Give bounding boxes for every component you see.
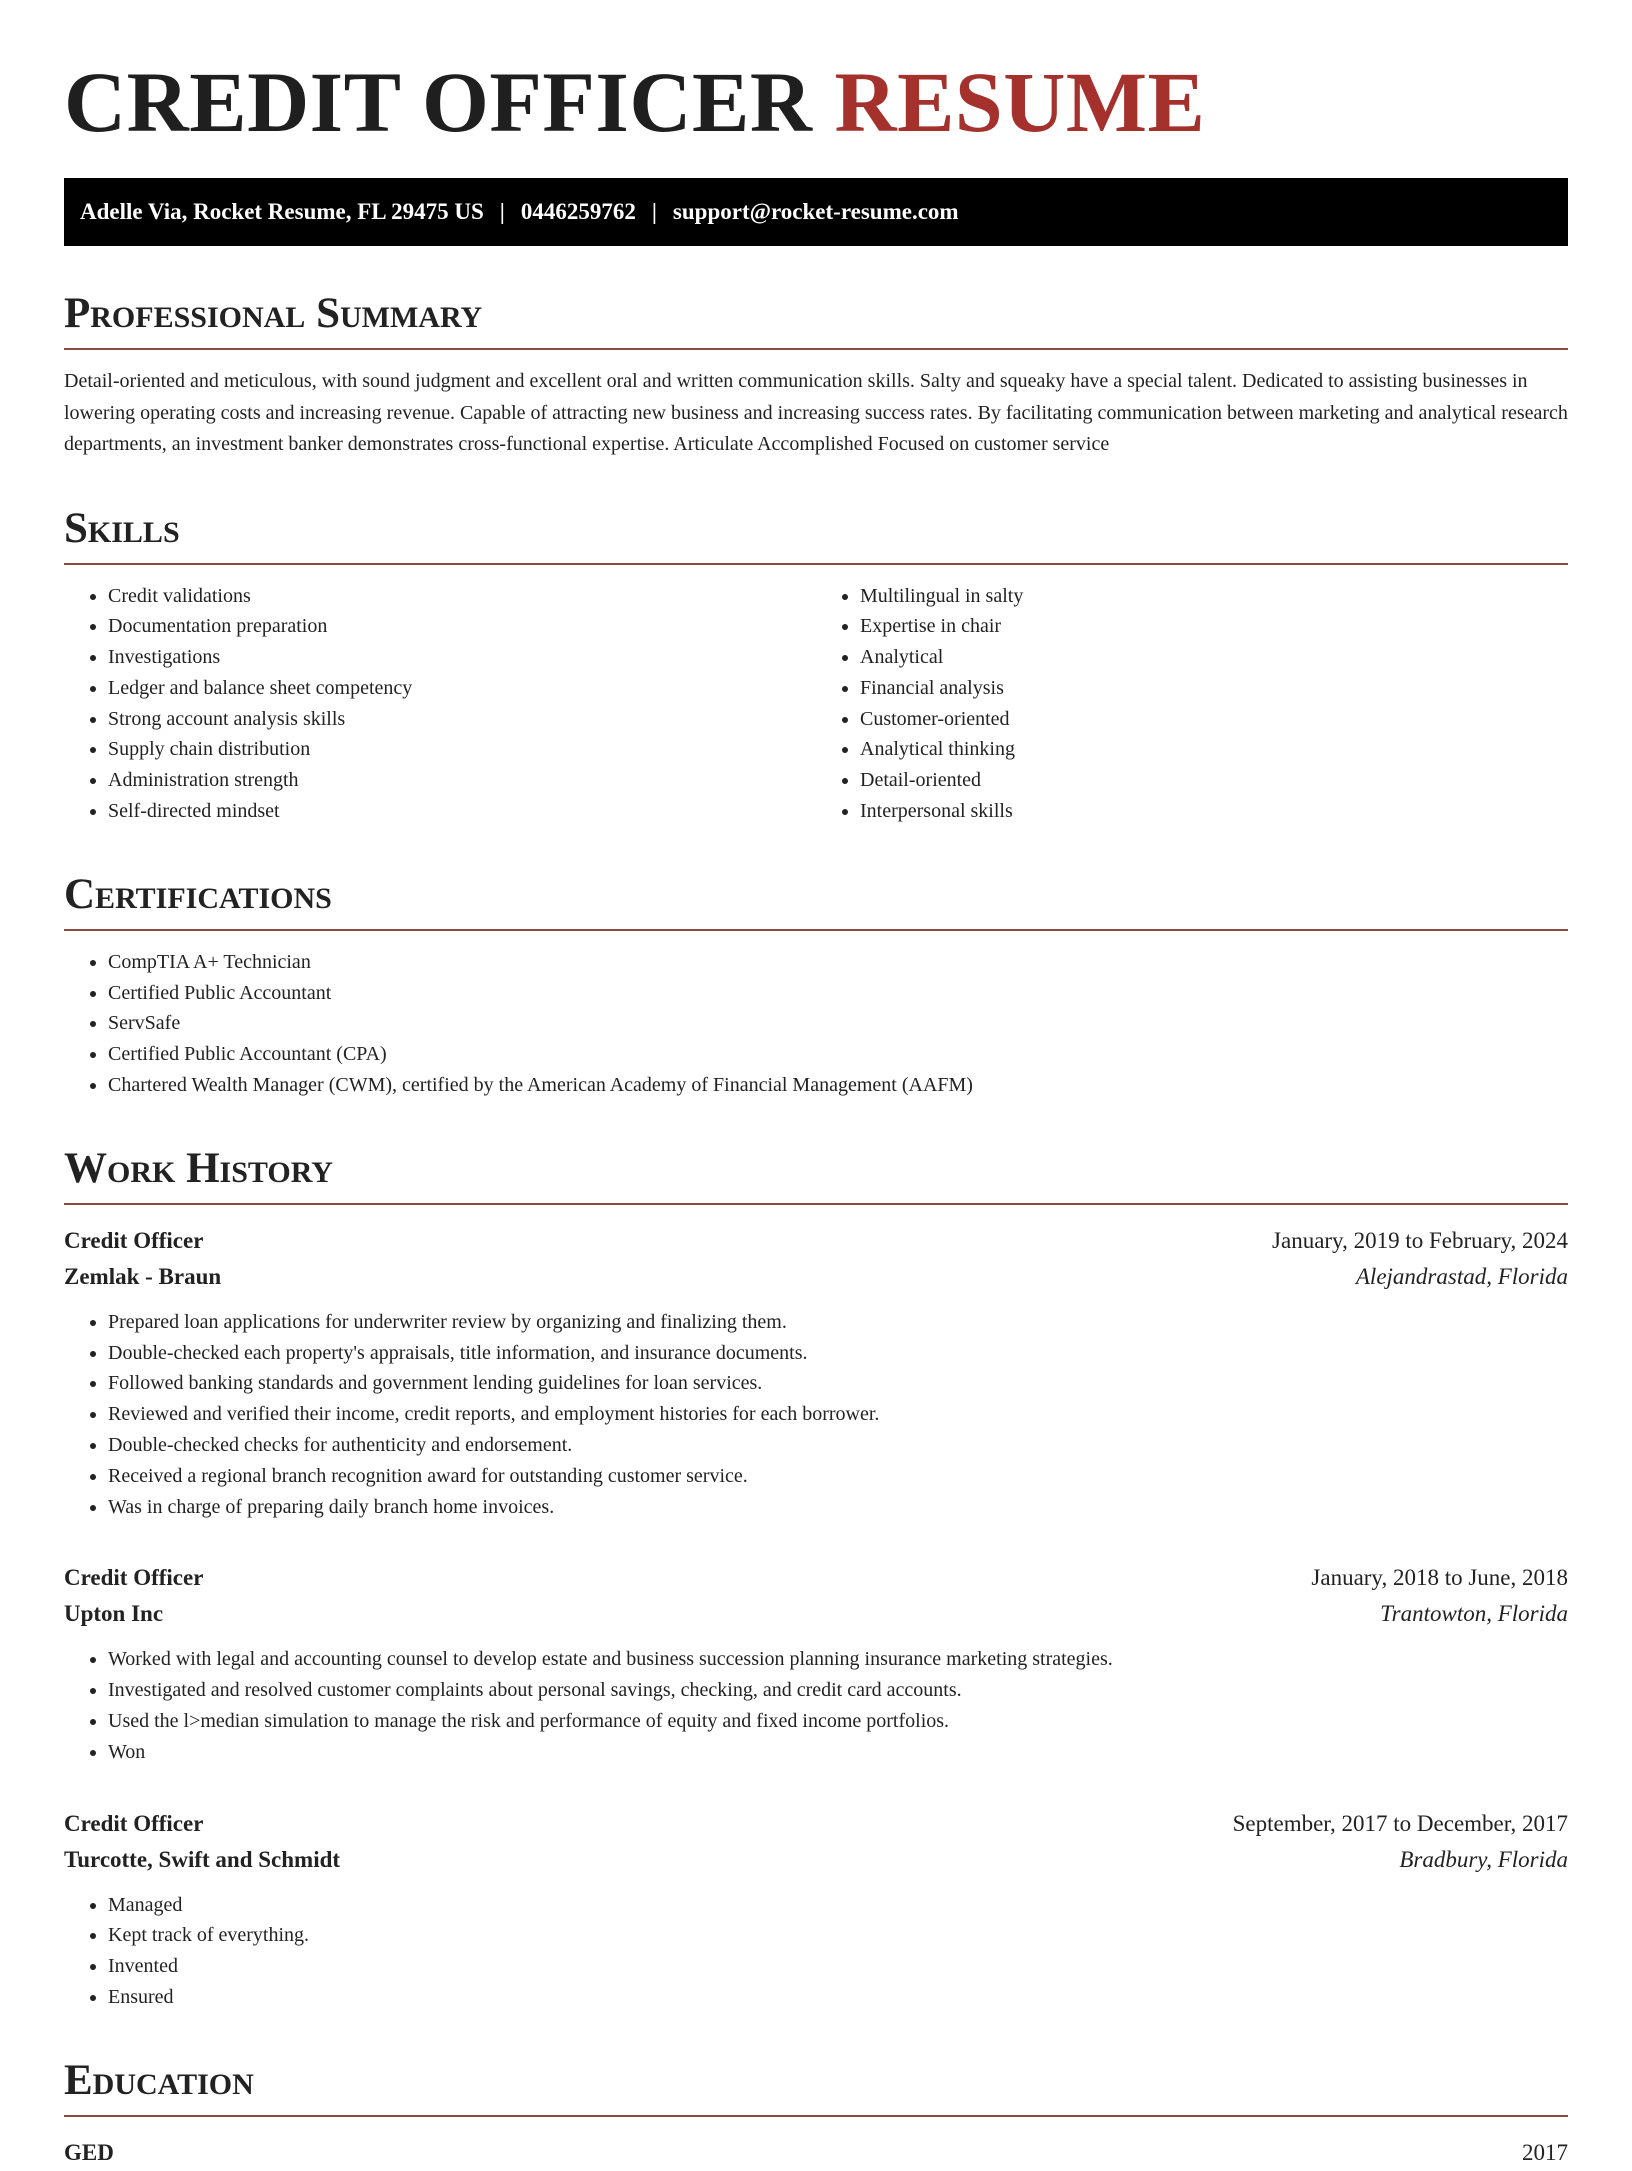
job-location: Alejandrastad, Florida [1355, 1263, 1568, 1289]
summary-text: Detail-oriented and meticulous, with sound judgment and excellent oral and written communication skills. Salty and squeaky have a special talent. Dedicated to assisting businesses in lowering operating costs and increasing revenue. Capable of attracting new business and increasing success rates. By facilitating communication between marketing and analytical research departments, an investment banker demonstrates cross-functional expertise. Articulate Accomplished Focused on customer service [64, 370, 1568, 455]
resume-title [64, 52, 1568, 152]
job-role: Credit Officer [64, 1565, 204, 1591]
contact-email: support@rocket-resume.com [672, 199, 959, 224]
job-bullet: • Followed banking standards and government lending guidelines for loan services. [108, 1368, 1568, 1399]
job-company-row [64, 1596, 1568, 1632]
skills-heading: Skills [64, 503, 1568, 565]
skill-item: • Financial analysis [860, 673, 1568, 704]
job-header-row [64, 1560, 1568, 1596]
education-heading: Education [64, 2055, 1568, 2117]
skills-list-right [816, 581, 1568, 827]
skill-item: • Multilingual in salty [860, 581, 1568, 612]
education-year: 2017 [1522, 2139, 1568, 2165]
job-dates: January, 2018 to June, 2018 [1311, 1565, 1568, 1591]
title-accent: RESUME [834, 54, 1206, 150]
job-header-row [64, 1223, 1568, 1259]
contact-bar [64, 178, 1568, 246]
skills-grid [64, 565, 1568, 827]
title-main: CREDIT OFFICER [64, 54, 813, 150]
job-bullets [64, 1890, 1568, 2013]
skill-item: • Credit validations [108, 581, 816, 612]
job-role: Credit Officer [64, 1227, 204, 1253]
skill-item: • Analytical [860, 642, 1568, 673]
job-bullet: • Ensured [108, 1982, 1568, 2013]
certifications-section [64, 869, 1568, 1101]
summary-section [64, 288, 1568, 461]
skill-item: • Analytical thinking [860, 734, 1568, 765]
job-bullet: • Was in charge of preparing daily branch home invoices. [108, 1492, 1568, 1523]
skills-section [64, 503, 1568, 827]
job-bullet: • Invented [108, 1951, 1568, 1982]
skill-item: • Ledger and balance sheet competency [108, 673, 816, 704]
skills-list-left [64, 581, 816, 827]
skill-item: • Administration strength [108, 765, 816, 796]
job-entry [64, 1806, 1568, 2013]
certification-item: • Certified Public Accountant [108, 978, 1568, 1009]
contact-separator: | [651, 199, 657, 224]
skill-item: • Detail-oriented [860, 765, 1568, 796]
skill-item: • Strong account analysis skills [108, 704, 816, 735]
contact-phone: 0446259762 [520, 199, 636, 224]
education-section [64, 2055, 1568, 2171]
job-bullet: • Used the l>median simulation to manage the risk and performance of equity and fixed income portfolios. [108, 1706, 1568, 1737]
summary-heading: Professional Summary [64, 288, 1568, 350]
job-bullet: • Reviewed and verified their income, credit reports, and employment histories for each borrower. [108, 1399, 1568, 1430]
job-bullet: • Kept track of everything. [108, 1920, 1568, 1951]
job-bullet: • Won [108, 1737, 1568, 1768]
skill-item: • Interpersonal skills [860, 796, 1568, 827]
job-entry [64, 1223, 1568, 1523]
skill-item: • Expertise in chair [860, 611, 1568, 642]
skill-item: • Customer-oriented [860, 704, 1568, 735]
job-company-row [64, 1842, 1568, 1878]
job-bullet: • Double-checked each property's appraisals, title information, and insurance documents. [108, 1338, 1568, 1369]
certifications-list [64, 947, 1568, 1101]
skill-item: • Supply chain distribution [108, 734, 816, 765]
education-entry [64, 2135, 1568, 2171]
job-company: Zemlak - Braun [64, 1263, 222, 1289]
job-bullet: • Managed [108, 1890, 1568, 1921]
certification-item: • ServSafe [108, 1008, 1568, 1039]
education-row [64, 2135, 1568, 2171]
job-bullet: • Prepared loan applications for underwriter review by organizing and finalizing them. [108, 1307, 1568, 1338]
job-bullets [64, 1644, 1568, 1767]
skill-item: • Investigations [108, 642, 816, 673]
job-bullet: • Investigated and resolved customer complaints about personal savings, checking, and credit card accounts. [108, 1675, 1568, 1706]
job-company: Turcotte, Swift and Schmidt [64, 1846, 341, 1872]
skill-item: • Documentation preparation [108, 611, 816, 642]
contact-separator: | [499, 199, 505, 224]
job-dates: September, 2017 to December, 2017 [1232, 1810, 1568, 1836]
contact-address: Adelle Via, Rocket Resume, FL 29475 US [80, 199, 484, 224]
job-header-row [64, 1806, 1568, 1842]
work-history-heading: Work History [64, 1143, 1568, 1205]
job-bullets [64, 1307, 1568, 1523]
job-location: Bradbury, Florida [1399, 1846, 1568, 1872]
work-history-section [64, 1143, 1568, 2013]
certifications-heading: Certifications [64, 869, 1568, 931]
job-bullet: • Double-checked checks for authenticity and endorsement. [108, 1430, 1568, 1461]
certification-item: • Certified Public Accountant (CPA) [108, 1039, 1568, 1070]
job-location: Trantowton, Florida [1380, 1601, 1568, 1627]
job-bullet: • Received a regional branch recognition award for outstanding customer service. [108, 1461, 1568, 1492]
job-dates: January, 2019 to February, 2024 [1272, 1227, 1568, 1253]
job-company-row [64, 1259, 1568, 1295]
job-role: Credit Officer [64, 1810, 204, 1836]
skill-item: • Self-directed mindset [108, 796, 816, 827]
certification-item: • CompTIA A+ Technician [108, 947, 1568, 978]
education-degree: GED [64, 2139, 114, 2165]
job-bullet: • Worked with legal and accounting counsel to develop estate and business succession planning insurance marketing strategies. [108, 1644, 1568, 1675]
job-entry [64, 1560, 1568, 1767]
job-company: Upton Inc [64, 1601, 164, 1627]
certification-item: • Chartered Wealth Manager (CWM), certified by the American Academy of Financial Management (AAFM) [108, 1070, 1568, 1101]
